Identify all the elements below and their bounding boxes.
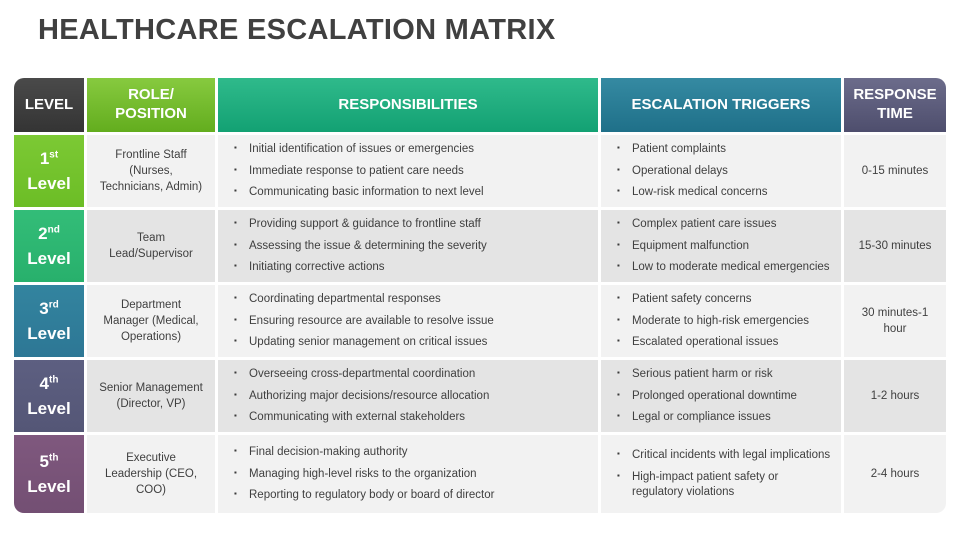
list-item: ▪ Coordinating departmental responses [234,292,588,307]
role-cell-5: Executive Leadership (CEO, COO) [87,435,215,513]
response-time-cell-5: 2-4 hours [844,435,946,513]
responsibilities-list-5 [218,435,598,513]
list-item: ▪ Communicating with external stakeholders [234,410,588,425]
list-item: ▪ Final decision-making authority [234,445,588,460]
list-item: ▪ Critical incidents with legal implications [617,448,831,463]
response-time-cell-2: 15-30 minutes [844,210,946,282]
level-word: Level [27,249,71,268]
list-item: ▪ Patient safety concerns [617,292,831,307]
response-time-cell-4: 1-2 hours [844,360,946,432]
list-item: ▪ Low to moderate medical emergencies [617,260,831,275]
level-ordinal: 3rd [39,298,59,318]
column-header-responsibilities: RESPONSIBILITIES [218,78,598,132]
level-ordinal: 2nd [38,223,60,243]
list-item: ▪ Providing support & guidance to frontline staff [234,217,588,232]
triggers-list-5 [601,435,841,513]
list-item: ▪ Updating senior management on critical issues [234,335,588,350]
level-cell-3 [14,285,84,357]
list-item: ▪ High-impact patient safety or regulatory violations [617,470,831,500]
level-word: Level [27,174,71,193]
level-ordinal: 4th [39,373,59,393]
role-cell-3: Department Manager (Medical, Operations) [87,285,215,357]
list-item: ▪ Moderate to high-risk emergencies [617,314,831,329]
list-item: ▪ Operational delays [617,164,831,179]
level-cell-1 [14,135,84,207]
list-item: ▪ Initiating corrective actions [234,260,588,275]
list-item: ▪ Patient complaints [617,142,831,157]
list-item: ▪ Reporting to regulatory body or board of director [234,488,588,503]
list-item: ▪ Low-risk medical concerns [617,185,831,200]
list-item: ▪ Complex patient care issues [617,217,831,232]
level-ordinal: 1st [39,148,59,168]
list-item: ▪ Ensuring resource are available to resolve issue [234,314,588,329]
list-item: ▪ Initial identification of issues or emergencies [234,142,588,157]
list-item: ▪ Overseeing cross-departmental coordination [234,367,588,382]
list-item: ▪ Legal or compliance issues [617,410,831,425]
list-item: ▪ Managing high-level risks to the organization [234,467,588,482]
level-word: Level [27,399,71,418]
level-word: Level [27,477,71,496]
responsibilities-list-3 [218,285,598,357]
level-cell-5 [14,435,84,513]
page-title: HEALTHCARE ESCALATION MATRIX [38,14,556,46]
list-item: ▪ Assessing the issue & determining the severity [234,239,588,254]
level-word: Level [27,324,71,343]
response-time-cell-3: 30 minutes-1 hour [844,285,946,357]
column-header-level: LEVEL [14,78,84,132]
list-item: ▪ Escalated operational issues [617,335,831,350]
list-item: ▪ Authorizing major decisions/resource allocation [234,389,588,404]
list-item: ▪ Immediate response to patient care needs [234,164,588,179]
role-cell-4: Senior Management (Director, VP) [87,360,215,432]
column-header-response-time: RESPONSE TIME [844,78,946,132]
list-item: ▪ Prolonged operational downtime [617,389,831,404]
level-cell-4 [14,360,84,432]
triggers-list-3 [601,285,841,357]
level-ordinal: 5th [39,451,59,471]
triggers-list-4 [601,360,841,432]
responsibilities-list-1 [218,135,598,207]
list-item: ▪ Equipment malfunction [617,239,831,254]
responsibilities-list-2 [218,210,598,282]
list-item: ▪ Communicating basic information to next level [234,185,588,200]
level-cell-2 [14,210,84,282]
escalation-matrix-table [14,78,946,513]
list-item: ▪ Serious patient harm or risk [617,367,831,382]
triggers-list-1 [601,135,841,207]
triggers-list-2 [601,210,841,282]
column-header-role: ROLE/ POSITION [87,78,215,132]
role-cell-2: Team Lead/Supervisor [87,210,215,282]
response-time-cell-1: 0-15 minutes [844,135,946,207]
column-header-triggers: ESCALATION TRIGGERS [601,78,841,132]
responsibilities-list-4 [218,360,598,432]
role-cell-1: Frontline Staff (Nurses, Technicians, Admin) [87,135,215,207]
